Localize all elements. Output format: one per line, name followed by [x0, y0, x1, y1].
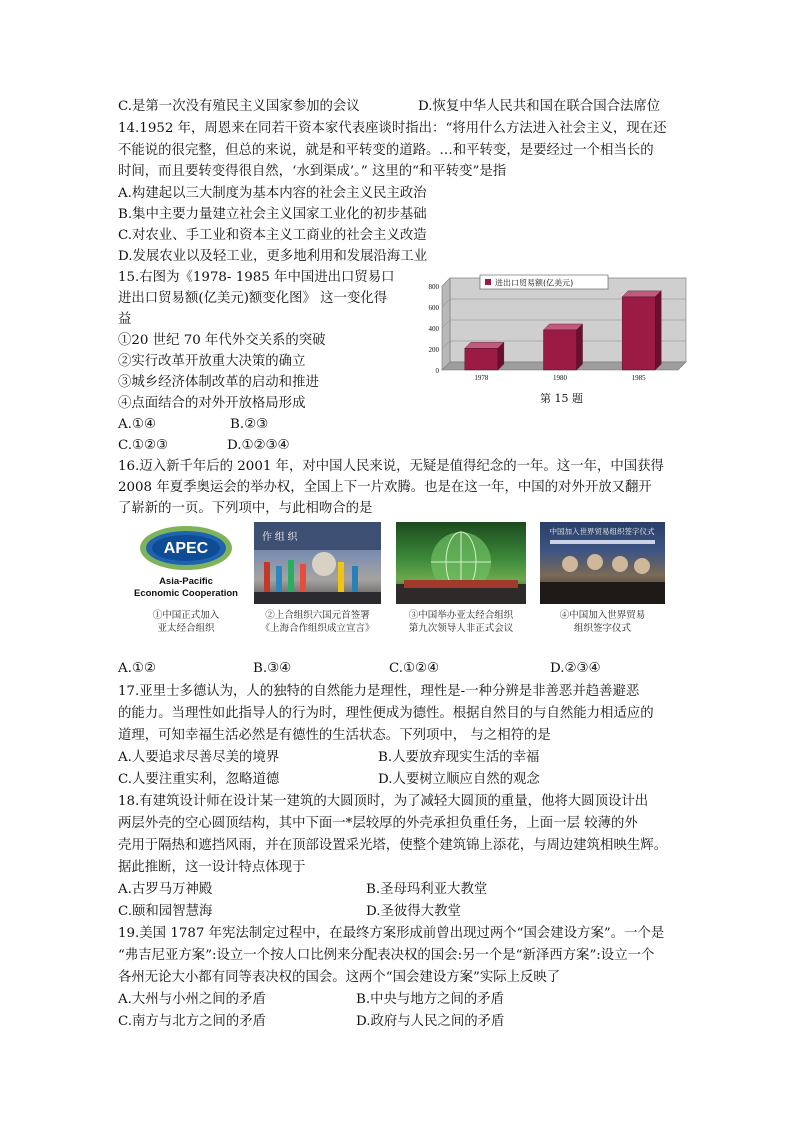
photo-wto-signing	[540, 522, 665, 604]
apec-sub1: Asia-Pacific	[159, 576, 213, 587]
q15-option-a: A.①④	[118, 417, 156, 432]
legend-swatch	[485, 279, 491, 285]
q14-option-d: D.发展农业以及轻工业，更多地利用和发展沿海工业	[118, 249, 428, 264]
y-tick-label: 800	[428, 283, 439, 291]
q19-stem-3: 各州无论大小都有同等表决权的国会。这两个“国会建设方案”实际上反映了	[118, 970, 561, 985]
q16-option-d: D.②③④	[550, 661, 601, 676]
q17-stem-3: 道理，可知幸福生活必然是有德性的生活状态。下列项中， 与之相符的是	[118, 728, 551, 743]
x-tick-label: 1978	[474, 374, 489, 382]
q14-stem-1: 14.1952 年，周恩来在同若干资本家代表座谈时指出：“将用什么方法进入社会主义，现在还	[118, 121, 667, 136]
q17-option-d: D.人要树立顺应自然的观念	[378, 772, 540, 787]
photo1-caption-2: 亚太经合组织	[157, 623, 215, 634]
legend-label: 进出口贸易额(亿美元)	[495, 278, 574, 288]
sco-banner-text: 作 组 织	[262, 532, 298, 543]
q17-option-c: C.人要注重实利，忽略道德	[118, 772, 280, 787]
q19-stem-1: 19.美国 1787 年宪法制定过程中，在最终方案形成前曾出现过两个“国会建设方案”。一个是	[118, 926, 665, 941]
bar-1985	[622, 297, 655, 370]
y-tick-label: 600	[428, 304, 439, 312]
trade-bar-chart	[418, 272, 693, 382]
q15-option-c: C.①②③	[118, 438, 169, 453]
q15-option-d: D.①②③④	[227, 438, 290, 453]
q16-option-a: A.①②	[118, 661, 156, 676]
bar-side	[655, 291, 661, 370]
q16-stem-2: 2008 年夏季奥运会的举办权，全国上下一片欢腾。也是在这一年，中国的对外开放又翻开	[118, 480, 652, 495]
photo-apec-meeting	[396, 522, 526, 604]
q15-stem-3: 益	[118, 312, 132, 327]
q13-option-d: D.恢复中华人民共和国在联合国合法席位	[418, 99, 661, 114]
q15-item-3: ③城乡经济体制改革的启动和推进	[118, 375, 319, 390]
photo2-caption-2: 《上海合作组织成立宣言》	[260, 623, 375, 634]
q15-option-b: B.②③	[230, 417, 269, 432]
q17-stem-2: 的能力。当理性如此指导人的行为时，理性便成为德性。根据自然目的与自然能力相适应的	[118, 706, 654, 721]
q19-stem-2: “弗吉尼亚方案”:设立一个按人口比例来分配表决权的国会:另一个是“新泽西方案”:设立一个	[118, 948, 655, 963]
q15-stem-2: 进出口贸易额(亿美元)额变化图》 这一变化得	[118, 291, 388, 306]
q15-item-1: ①20 世纪 70 年代外交关系的突破	[118, 333, 326, 348]
q17-stem-1: 17.亚里士多德认为，人的独特的自然能力是理性，理性是-一种分辨是非善恶并趋善避恶	[118, 684, 640, 699]
q16-option-b: B.③④	[253, 661, 292, 676]
q18-option-b: B.圣母玛利亚大教堂	[366, 882, 488, 897]
q19-option-d: D.政府与人民之间的矛盾	[356, 1014, 505, 1029]
photo3-caption-2: 第九次领导人非正式会议	[408, 623, 514, 634]
photo1-caption-1: ①中国正式加入	[152, 610, 220, 621]
y-tick-label: 400	[428, 325, 439, 333]
q14-option-b: B.集中主要力量建立社会主义国家工业化的初步基础	[118, 207, 427, 222]
q14-option-c: C.对农业、手工业和资本主义工商业的社会主义改造	[118, 228, 427, 243]
q17-option-b: B.人要放弃现实生活的幸福	[378, 750, 540, 765]
q19-option-c: C.南方与北方之间的矛盾	[118, 1014, 266, 1029]
apec-sub2: Economic Cooperation	[134, 588, 238, 599]
q14-stem-3: 时间，而且要转变得很自然，‘水到渠成’。” 这里的“和平转变”是指	[118, 164, 507, 179]
q18-stem-4: 据此推断，这一设计特点体现于	[118, 860, 306, 875]
q18-option-a: A.古罗马万神殿	[118, 882, 213, 897]
bar-top	[543, 324, 582, 330]
bar-top	[465, 342, 504, 348]
q18-option-c: C.颐和园智慧海	[118, 904, 213, 919]
q18-stem-3: 壳用于隔热和遮挡风雨，并在顶部设置采光塔，使整个建筑锦上添花，与周边建筑相映生辉。	[118, 838, 668, 853]
q15-item-2: ②实行改革开放重大决策的确立	[118, 354, 306, 369]
photo-apec-logo	[128, 522, 244, 604]
photo4-caption-2: 组织签字仪式	[573, 623, 631, 634]
x-tick-label: 1980	[553, 374, 567, 382]
q16-stem-3: 了崭新的一页。下列项中，与此相吻合的是	[118, 501, 373, 516]
q16-option-c: C.①②④	[389, 661, 440, 676]
photo3-caption-1: ③中国举办亚太经合组织	[408, 610, 514, 621]
photo4-caption-1: ④中国加入世界贸易	[559, 610, 646, 621]
bar-side	[577, 324, 583, 370]
wto-banner-text: 中国加入世界贸易组织签字仪式	[549, 527, 655, 536]
q15-item-4: ④点面结合的对外开放格局形成	[118, 396, 306, 411]
bar-top	[622, 291, 661, 297]
y-tick-label: 0	[435, 367, 439, 375]
x-tick-label: 1985	[631, 374, 646, 382]
q14-stem-2: 不能说的很完整，但总的来说，就是和平转变的道路。…和平转变，是要经过一个相当长的	[118, 143, 654, 158]
bar-1980	[543, 330, 576, 370]
q18-option-d: D.圣彼得大教堂	[366, 904, 461, 919]
q14-option-a: A.构建起以三大制度为基本内容的社会主义民主政治	[118, 186, 427, 201]
figure-15-caption: 第 15 题	[540, 392, 583, 405]
photo-sco-summit	[254, 522, 381, 604]
q18-stem-1: 18.有建筑设计师在设计某一建筑的大圆顶时，为了减轻大圆顶的重量，他将大圆顶设计出	[118, 794, 649, 809]
bar-1978	[465, 348, 498, 370]
q13-option-c: C.是第一次没有殖民主义国家参加的会议	[118, 99, 360, 114]
trade-chart-svg	[418, 272, 693, 382]
q16-stem-1: 16.迈入新千年后的 2001 年，对中国人民来说，无疑是值得纪念的一年。这一年，中国获得	[118, 459, 664, 474]
q19-option-a: A.大州与小州之间的矛盾	[118, 992, 266, 1007]
q18-stem-2: 两层外壳的空心圆顶结构，其中下面一*层较厚的外壳承担负重任务，上面一层 较薄的外	[118, 816, 638, 831]
photo2-caption-1: ②上合组织六国元首签署	[265, 610, 370, 621]
y-tick-label: 200	[428, 346, 439, 354]
q15-stem-1: 15.右图为《1978- 1985 年中国进出口贸易口	[118, 270, 395, 285]
apec-logo-text: APEC	[163, 540, 209, 557]
q19-option-b: B.中央与地方之间的矛盾	[356, 992, 505, 1007]
apec-logo-icon	[128, 522, 244, 604]
q17-option-a: A.人要追求尽善尽美的境界	[118, 750, 280, 765]
